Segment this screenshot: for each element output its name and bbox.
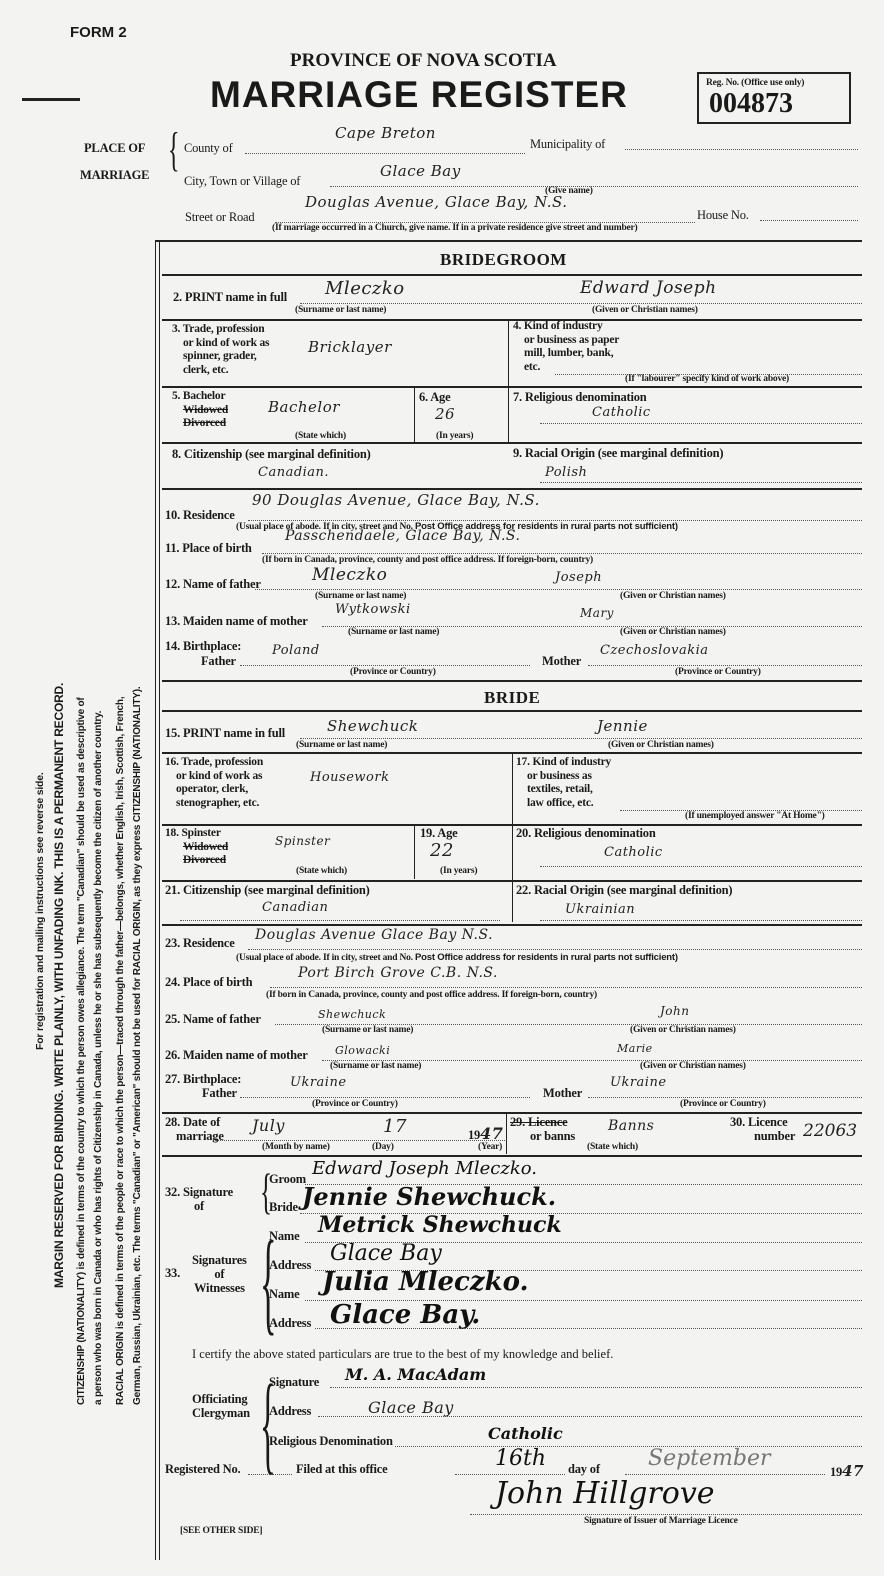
surname-note: (Surname or last name) — [315, 591, 407, 601]
bride-birthplace-label: 24. Place of birth — [165, 975, 253, 989]
dotted-line — [455, 1474, 565, 1475]
section-bridegroom: BRIDEGROOM — [440, 250, 567, 269]
rule — [162, 710, 862, 712]
dotted-line — [540, 920, 862, 921]
divider — [414, 824, 415, 879]
note-text-bold: Post Office address for residents in rural parts not sufficient) — [415, 521, 678, 532]
surname-note: (Surname or last name) — [322, 1025, 414, 1035]
street-label: Street or Road — [185, 210, 255, 224]
dotted-line — [625, 149, 858, 150]
month-note: (Month by name) — [262, 1142, 330, 1152]
filed-day[interactable]: 16th — [495, 1446, 547, 1471]
witness-address-label: Address — [269, 1258, 312, 1272]
year-value: 47 — [842, 1462, 864, 1480]
bride-status-label — [165, 827, 228, 868]
bride-given-names[interactable]: Jennie — [597, 717, 648, 735]
groom-name-label: 2. PRINT name in full — [173, 290, 287, 304]
dotted-line — [270, 987, 862, 988]
labourer-note: (If "labourer" specify kind of work above) — [625, 374, 790, 384]
margin-citizenship-def-1: CITIZENSHIP (NATIONALITY) is defined in terms of the country to which the person owes allegiance. The term "Canadian" should be used as descriptive of — [76, 697, 87, 1405]
clergy-address[interactable]: Glace Bay — [368, 1398, 454, 1417]
bride-father-birthplace[interactable]: Ukraine — [290, 1075, 347, 1090]
label-line: of — [194, 1199, 205, 1213]
section-bride: BRIDE — [484, 688, 541, 707]
reg-number: 004873 — [709, 88, 793, 119]
margin-dash — [22, 98, 80, 101]
label-line: 3. Trade, profession — [172, 323, 265, 335]
issuer-caption: Signature of Issuer of Marriage Licence — [584, 1516, 738, 1526]
groom-birthplace-label: 11. Place of birth — [165, 541, 252, 555]
clergy-denomination[interactable]: Catholic — [488, 1424, 563, 1443]
label-line: Clergyman — [192, 1406, 250, 1420]
county-value[interactable]: Cape Breton — [335, 124, 436, 142]
bride-signature[interactable]: Jennie Shewchuck. — [302, 1182, 557, 1211]
item-33-label: 33. — [165, 1266, 181, 1280]
label-line: Divorced — [183, 854, 226, 866]
dotted-line — [330, 1387, 862, 1388]
margin-instructions: For registration and mailing instructions see reverse side. — [34, 772, 46, 1050]
divider — [512, 752, 513, 922]
label-line: 5. Bachelor — [172, 390, 226, 402]
given-note: (Given or Christian names) — [592, 305, 698, 315]
label-line: Widowed — [183, 840, 229, 853]
dotted-line — [625, 1474, 825, 1475]
groom-trade-label — [172, 323, 302, 377]
groom-trade[interactable]: Bricklayer — [308, 338, 392, 356]
label-line: 32. Signature — [165, 1185, 234, 1199]
registered-no-label: Registered No. — [165, 1462, 241, 1476]
rule — [162, 680, 862, 682]
rule — [162, 488, 862, 490]
groom-residence-label: 10. Residence — [165, 508, 235, 522]
given-note: (Given or Christian names) — [620, 591, 726, 601]
label-line: operator, clerk, — [176, 783, 249, 795]
dotted-line — [240, 665, 530, 666]
witness-2-name[interactable]: Julia Mleczko. — [322, 1267, 529, 1297]
note-text: (Usual place of abode. If in city, street and No. — [236, 522, 413, 532]
given-note: (Given or Christian names) — [630, 1025, 736, 1035]
note-text: (Usual place of abode. If in city, street and No. — [236, 953, 413, 963]
label-line: or business as paper — [524, 333, 620, 346]
year-prefix: 19 — [830, 1465, 843, 1479]
surname-note: (Surname or last name) — [295, 305, 387, 315]
groom-origin[interactable]: Polish — [545, 465, 588, 480]
licence-or-banns[interactable]: Banns — [608, 1118, 655, 1134]
year-value: 47 — [480, 1124, 504, 1143]
label-line: 29. Licence — [510, 1115, 568, 1129]
given-note: (Given or Christian names) — [620, 627, 726, 637]
dotted-line — [300, 303, 862, 304]
year-prefix: 19 — [468, 1128, 481, 1142]
label-line: mill, lumber, bank, — [524, 347, 614, 359]
signature-of-label — [165, 1185, 233, 1213]
reg-number-box — [697, 72, 851, 124]
given-note: (Given or Christian names) — [640, 1061, 746, 1071]
dotted-line — [245, 153, 525, 154]
groom-age-label: 6. Age — [419, 390, 451, 404]
page-title: MARRIAGE REGISTER — [210, 74, 628, 115]
groom-mother-birthplace[interactable]: Czechoslovakia — [600, 643, 709, 658]
label-line: or kind of work as — [176, 769, 263, 782]
rule — [162, 274, 862, 276]
margin-citizenship-def-2: a person who was born in Canada or who has rights of Citizenship in Canada, unless he or she has subsequently become the citizen of another country. — [93, 710, 104, 1405]
groom-birthplace-parents-label: 14. Birthplace: — [165, 639, 242, 653]
birth-note: (If born in Canada, province, county and post office address. If foreign-born, country) — [262, 555, 593, 565]
bride-age[interactable]: 22 — [430, 840, 454, 861]
dotted-line — [588, 665, 862, 666]
bride-residence-label: 23. Residence — [165, 936, 235, 950]
groom-mother-label: 13. Maiden name of mother — [165, 614, 308, 628]
dotted-line — [300, 738, 862, 739]
brace: { — [260, 1163, 272, 1219]
frame-top — [155, 240, 862, 242]
marriage-date-label — [165, 1115, 224, 1143]
bride-mother-surname[interactable]: Glowacki — [335, 1044, 391, 1057]
label-line: etc. — [524, 360, 541, 373]
city-label: City, Town or Village of — [184, 174, 301, 188]
bride-religion-label: 20. Religious denomination — [516, 826, 656, 840]
father-label: Father — [202, 1086, 237, 1100]
filed-label: Filed at this office — [296, 1462, 388, 1476]
give-name-note: (Give name) — [545, 186, 593, 196]
label-line: stenographer, etc. — [176, 796, 260, 809]
label-line: or banns — [530, 1129, 576, 1143]
clergy-signature-label: Signature — [269, 1375, 320, 1389]
street-value[interactable]: Douglas Avenue, Glace Bay, N.S. — [305, 193, 568, 211]
groom-birthplace[interactable]: Passchendaele, Glace Bay, N.S. — [285, 528, 521, 544]
bride-birthplace[interactable]: Port Birch Grove C.B. N.S. — [298, 965, 498, 981]
bride-father-label: 25. Name of father — [165, 1012, 261, 1026]
groom-surname[interactable]: Mleczko — [325, 278, 405, 299]
groom-signature[interactable]: Edward Joseph Mleczko. — [312, 1158, 537, 1179]
in-years-note: (In years) — [440, 866, 478, 876]
marriage-month[interactable]: July — [252, 1116, 285, 1135]
mother-label: Mother — [543, 1086, 583, 1100]
groom-religion-label: 7. Religious denomination — [513, 390, 647, 404]
state-which-note: (State which) — [296, 866, 347, 876]
groom-citizenship[interactable]: Canadian. — [258, 465, 330, 480]
witness-2-address[interactable]: Glace Bay. — [330, 1300, 481, 1330]
label-line: Officiating — [192, 1392, 248, 1406]
state-which-note: (State which) — [587, 1142, 638, 1152]
bride-name-label: 15. PRINT name in full — [165, 726, 286, 740]
witness-1-address[interactable]: Glace Bay — [330, 1241, 442, 1266]
bride-status[interactable]: Spinster — [275, 834, 331, 848]
rule — [162, 319, 862, 321]
year-note: (Year) — [478, 1142, 503, 1152]
form-number: FORM 2 — [70, 24, 127, 41]
rule — [162, 386, 862, 388]
groom-mother-surname[interactable]: Wytkowski — [335, 602, 411, 617]
dotted-line — [315, 1328, 862, 1329]
given-note: (Given or Christian names) — [608, 740, 714, 750]
groom-status-label — [172, 390, 228, 431]
municipality-label: Municipality of — [530, 137, 606, 151]
rule — [162, 924, 862, 926]
rule — [162, 824, 862, 826]
issuer-signature[interactable]: John Hillgrove — [495, 1476, 715, 1511]
label-line: marriage — [176, 1129, 224, 1143]
dotted-line — [318, 1416, 862, 1417]
bride-origin[interactable]: Ukrainian — [565, 902, 636, 917]
bride-industry-label — [516, 756, 611, 810]
brace: { — [260, 1218, 277, 1345]
label-line: Widowed — [183, 403, 229, 416]
unemployed-note: (If unemployed answer "At Home") — [685, 811, 825, 821]
clergy-signature[interactable]: M. A. MacAdam — [345, 1365, 487, 1384]
surname-note: (Surname or last name) — [296, 740, 388, 750]
dotted-line — [540, 423, 862, 424]
divider — [506, 1112, 507, 1154]
label-line: 18. Spinster — [165, 827, 221, 839]
groom-status[interactable]: Bachelor — [268, 398, 340, 416]
bride-residence[interactable]: Douglas Avenue Glace Bay N.S. — [255, 927, 494, 943]
label-line: 17. Kind of industry — [516, 756, 612, 768]
dotted-line — [395, 1446, 862, 1447]
bride-trade[interactable]: Housework — [310, 770, 390, 785]
bride-age-label: 19. Age — [420, 826, 458, 840]
clergyman-label — [192, 1392, 250, 1420]
bride-mother-birthplace[interactable]: Ukraine — [610, 1075, 667, 1090]
see-other-side: [SEE OTHER SIDE] — [180, 1526, 263, 1536]
residence-note — [236, 952, 678, 963]
groom-father-given[interactable]: Joseph — [555, 570, 603, 585]
surname-note: (Surname or last name) — [330, 1061, 422, 1071]
day-of-label: day of — [568, 1462, 600, 1476]
day-note: (Day) — [372, 1142, 394, 1152]
father-label: Father — [201, 654, 236, 668]
groom-father-surname[interactable]: Mleczko — [312, 565, 388, 585]
label-line: 16. Trade, profession — [165, 756, 264, 768]
filed-year[interactable] — [830, 1462, 864, 1480]
bride-citizenship-label: 21. Citizenship (see marginal definition) — [165, 883, 370, 897]
surname-note: (Surname or last name) — [348, 627, 440, 637]
marriage-day[interactable]: 17 — [383, 1116, 407, 1137]
witness-address-label: Address — [269, 1316, 312, 1330]
groom-label: Groom — [269, 1172, 306, 1186]
groom-origin-label: 9. Racial Origin (see marginal definition) — [513, 446, 724, 460]
label-line: Divorced — [183, 417, 226, 429]
groom-given-names[interactable]: Edward Joseph — [580, 278, 717, 298]
margin-binding-note: MARGIN RESERVED FOR BINDING. WRITE PLAINLY, WITH UNFADING INK. THIS IS A PERMANENT RECORD. — [52, 682, 66, 1288]
mother-label: Mother — [542, 654, 582, 668]
label-line: spinner, grader, — [183, 350, 257, 362]
province-note: (Province or Country) — [350, 667, 436, 677]
dotted-line — [330, 186, 858, 187]
house-label: House No. — [697, 208, 749, 222]
bride-label: Bride — [269, 1200, 298, 1214]
rule — [162, 1112, 862, 1114]
groom-age[interactable]: 26 — [435, 405, 456, 423]
licence-number-label — [730, 1115, 795, 1143]
dotted-line — [215, 1140, 505, 1141]
rule — [162, 880, 862, 882]
brace: { — [168, 123, 180, 176]
bride-father-given[interactable]: John — [660, 1004, 690, 1018]
dotted-line — [240, 1097, 530, 1098]
bride-birthplace-parents-label: 27. Birthplace: — [165, 1072, 242, 1086]
bride-surname[interactable]: Shewchuck — [327, 717, 419, 735]
bride-citizenship[interactable]: Canadian — [262, 900, 329, 915]
province-note: (Province or Country) — [312, 1099, 398, 1109]
groom-father-birthplace[interactable]: Poland — [272, 643, 320, 658]
label-line: of — [214, 1267, 225, 1281]
witness-1-name[interactable]: Metrick Shewchuck — [318, 1212, 562, 1238]
label-line: 28. Date of — [165, 1115, 221, 1129]
bride-religion[interactable]: Catholic — [604, 845, 663, 860]
state-which-note: (State which) — [295, 431, 346, 441]
dotted-line — [588, 1097, 862, 1098]
frame-left-inner — [159, 240, 160, 1560]
place-label-2: MARRIAGE — [80, 168, 150, 182]
dotted-line — [248, 1474, 292, 1475]
dotted-line — [470, 1514, 862, 1515]
label-line: number — [754, 1129, 796, 1143]
filed-month[interactable]: September — [648, 1446, 771, 1471]
rule — [162, 1155, 862, 1157]
dotted-line — [540, 866, 862, 867]
province-note: (Province or Country) — [675, 667, 761, 677]
witnesses-label — [192, 1253, 247, 1295]
birth-note: (If born in Canada, province, county and post office address. If foreign-born, country) — [266, 990, 597, 1000]
divider — [508, 320, 509, 442]
margin-racial-def-2: German, Russian, Ukrainian, etc. The terms "Canadian" or "American" should not be used for RACIAL ORIGIN, as they express CITIZENSHIP (NATIONALITY). — [132, 686, 143, 1405]
witness-name-label: Name — [269, 1229, 300, 1243]
label-line: textiles, retail, — [527, 783, 593, 795]
witness-name-label: Name — [269, 1287, 300, 1301]
bride-mother-given[interactable]: Marie — [617, 1042, 653, 1055]
label-line: clerk, etc. — [183, 363, 229, 376]
label-line: 4. Kind of industry — [513, 320, 603, 332]
dotted-line — [760, 220, 858, 221]
groom-residence[interactable]: 90 Douglas Avenue, Glace Bay, N.S. — [252, 491, 540, 509]
certification-statement: I certify the above stated particulars are true to the best of my knowledge and belief. — [192, 1347, 614, 1361]
clergy-address-label: Address — [269, 1404, 312, 1418]
in-years-note: (In years) — [436, 431, 474, 441]
city-value[interactable]: Glace Bay — [380, 162, 461, 180]
county-label: County of — [184, 141, 233, 155]
licence-banns-label — [510, 1115, 575, 1143]
label-line: or kind of work as — [183, 336, 270, 349]
groom-industry-label — [513, 320, 619, 374]
label-line: law office, etc. — [527, 796, 594, 809]
label-line: 30. Licence — [730, 1115, 788, 1129]
groom-citizenship-label: 8. Citizenship (see marginal definition) — [172, 447, 371, 461]
frame-left — [155, 240, 156, 1560]
label-line: Witnesses — [193, 1281, 245, 1295]
note-text-bold: Post Office address for residents in rural parts not sufficient) — [415, 952, 678, 963]
bride-origin-label: 22. Racial Origin (see marginal definition) — [516, 883, 733, 897]
margin-racial-def-1: RACIAL ORIGIN is defined in terms of the people or race to which the person—traced through the father—belongs, whether English, Irish, Scottish, French, — [115, 696, 126, 1405]
dotted-line — [262, 553, 862, 554]
groom-father-label: 12. Name of father — [165, 577, 261, 591]
bride-father-surname[interactable]: Shewchuck — [318, 1008, 387, 1021]
divider — [414, 386, 415, 442]
label-line: or business as — [527, 769, 592, 782]
bride-trade-label — [165, 756, 263, 810]
province-note: (Province or Country) — [680, 1099, 766, 1109]
groom-religion[interactable]: Catholic — [592, 405, 651, 420]
clergy-denomination-label: Religious Denomination — [269, 1434, 393, 1448]
rule — [162, 442, 862, 444]
dotted-line — [248, 949, 862, 950]
dotted-line — [180, 920, 500, 921]
brace: { — [260, 1362, 276, 1484]
dotted-line — [255, 589, 862, 590]
dotted-line — [540, 482, 862, 483]
bride-mother-label: 26. Maiden name of mother — [165, 1048, 308, 1062]
province-heading: PROVINCE OF NOVA SCOTIA — [290, 50, 557, 71]
groom-mother-given[interactable]: Mary — [580, 606, 614, 620]
street-note: (If marriage occurred in a Church, give name. If in a private residence give street and number) — [272, 223, 638, 233]
reg-number-label: Reg. No. (Office use only) — [706, 78, 805, 88]
licence-number[interactable]: 22063 — [803, 1121, 858, 1141]
label-line: Signatures — [192, 1253, 247, 1267]
place-label-1: PLACE OF — [84, 141, 146, 155]
